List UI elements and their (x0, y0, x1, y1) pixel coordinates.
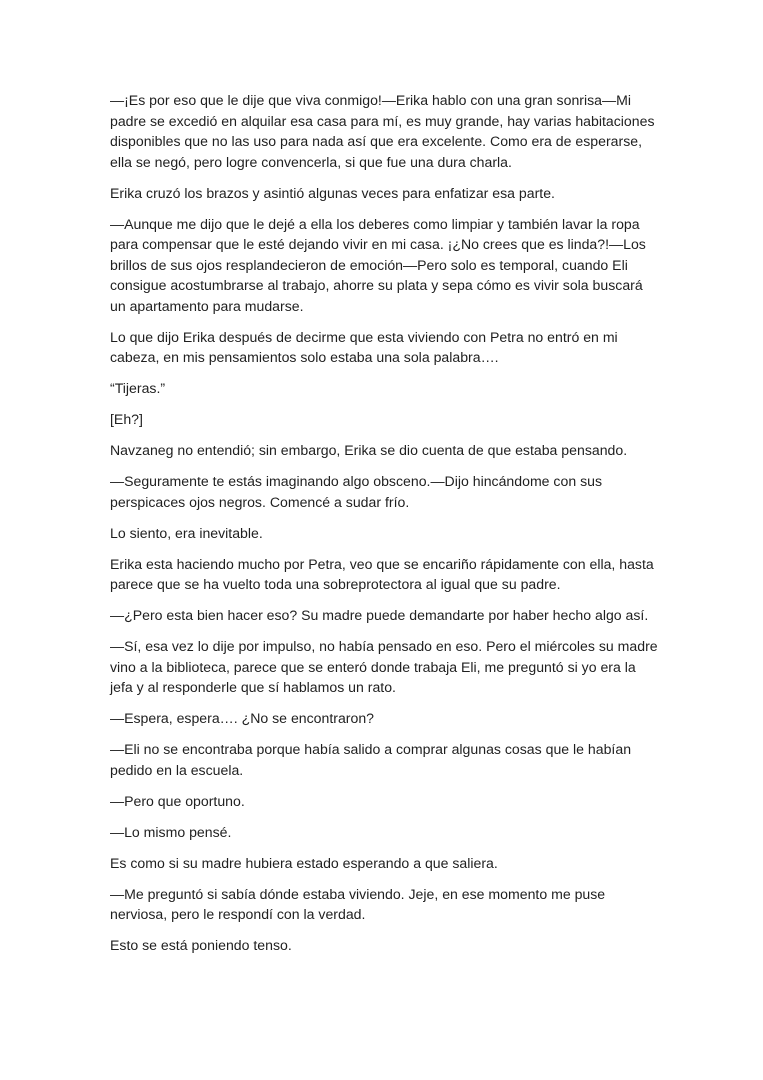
paragraph: Es como si su madre hubiera estado esperando a que saliera. (110, 854, 498, 871)
paragraph: —Me preguntó si sabía dónde estaba viviendo. Jeje, en ese momento me puse nerviosa, pero le respondí con la verdad. (110, 885, 606, 922)
paragraph: Erika esta haciendo mucho por Petra, veo que se encariño rápidamente con ella, hasta parece que se ha vuelto toda una sobreprotectora al igual que su padre. (110, 555, 654, 592)
body-text (110, 90, 658, 966)
paragraph: —Eli no se encontraba porque había salido a comprar algunas cosas que le habían pedido en la escuela. (110, 741, 632, 778)
paragraph: —Aunque me dijo que le dejé a ella los deberes como limpiar y también lavar la ropa para compensar que le esté dejando vivir en mi casa. ¡¿No crees que es linda?!—Los brillos de sus ojos resplandecieron de emoción—Pero solo es temporal, cuando Eli consigue acostumbrarse al trabajo, ahorre su plata y sepa cómo es vivir sola buscará un apartamento para mudarse. (110, 215, 646, 314)
paragraph: Esto se está poniendo tenso. (110, 937, 292, 953)
paragraph: —Lo mismo pensé. (110, 823, 232, 840)
paragraph: —¿Pero esta bien hacer eso? Su madre puede demandarte por haber hecho algo así. (110, 607, 649, 623)
paragraph: [Eh?] (110, 411, 143, 427)
paragraph: Lo siento, era inevitable. (110, 524, 263, 541)
paragraph: Erika cruzó los brazos y asintió algunas veces para enfatizar esa parte. (110, 184, 555, 201)
paragraph: —Espera, espera…. ¿No se encontraron? (110, 710, 374, 726)
paragraph: —Pero que oportuno. (110, 792, 245, 809)
paragraph: “Tijeras.” (110, 380, 166, 396)
paragraph: Lo que dijo Erika después de decirme que esta viviendo con Petra no entró en mi cabeza, en mis pensamientos solo estaba una sola palabra…. (110, 328, 618, 365)
paragraph: Navzaneg no entendió; sin embargo, Erika se dio cuenta de que estaba pensando. (110, 442, 628, 458)
paragraph: —¡Es por eso que le dije que viva conmigo!—Erika hablo con una gran sonrisa—Mi padre se excedió en alquilar esa casa para mí, es muy grande, hay varias habitaciones disponibles que no las uso para nada así que era excelente. Como era de esperarse, ella se negó, pero logre convencerla, si que fue una dura charla. (110, 92, 655, 170)
paragraph: —Seguramente te estás imaginando algo obsceno.—Dijo hincándome con sus perspicaces ojos negros. Comencé a sudar frío. (110, 473, 603, 510)
paragraph: —Sí, esa vez lo dije por impulso, no había pensado en eso. Pero el miércoles su madre vino a la biblioteca, parece que se enteró donde trabaja Eli, me preguntó si yo era la jefa y al responderle que sí hablamos un rato. (110, 638, 658, 695)
